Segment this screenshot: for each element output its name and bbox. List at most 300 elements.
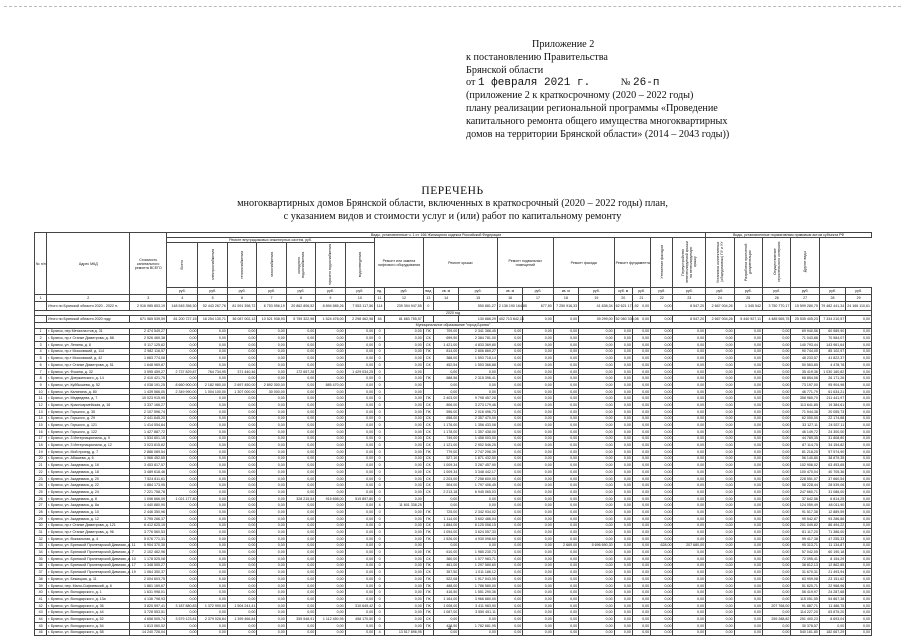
value-cell: 0,00 bbox=[673, 469, 706, 476]
value-cell: 0,00 bbox=[614, 395, 632, 402]
value-cell: 0,00 bbox=[734, 328, 762, 335]
value-cell: 0,00 bbox=[614, 442, 632, 449]
value-cell: 0,00 bbox=[553, 509, 578, 516]
value-cell: 0,00 bbox=[614, 328, 632, 335]
value-cell: 0,00 bbox=[497, 462, 522, 469]
value-cell: 0,00 bbox=[579, 609, 615, 616]
value-cell: 0,00 bbox=[198, 609, 227, 616]
value-cell: 0 bbox=[375, 395, 385, 402]
value-cell: 0,00 bbox=[614, 555, 632, 562]
column-number: 13 bbox=[423, 295, 433, 302]
value-cell: 0,00 bbox=[651, 455, 673, 462]
value-cell: 0,00 bbox=[651, 388, 673, 395]
value-cell: 371 440,46 bbox=[227, 368, 256, 375]
value-cell: 2 016 496,73 bbox=[459, 408, 498, 415]
value-cell: 4 485 565,75 bbox=[763, 316, 791, 323]
value-cell: 11 134,87 bbox=[819, 542, 845, 549]
value-cell: 0,00 bbox=[846, 395, 872, 402]
value-cell: 0,00 bbox=[316, 395, 345, 402]
value-cell: 0,00 bbox=[345, 576, 374, 583]
value-cell: 0,00 bbox=[651, 301, 673, 310]
value-cell bbox=[423, 542, 433, 549]
value-cell: 0,00 bbox=[316, 549, 345, 556]
value-cell: 12 bbox=[35, 402, 47, 409]
value-cell: 0,00 bbox=[166, 355, 197, 362]
value-cell: 113 641,85 bbox=[791, 402, 819, 409]
value-cell: 0,00 bbox=[614, 542, 632, 549]
value-cell: 0,00 bbox=[846, 589, 872, 596]
value-cell: 0,00 bbox=[286, 402, 315, 409]
value-cell: 0,00 bbox=[286, 335, 315, 342]
value-cell: 0,00 bbox=[763, 448, 791, 455]
column-number: 6 bbox=[227, 295, 256, 302]
value-cell: 0,00 bbox=[846, 509, 872, 516]
value-cell: 0,00 bbox=[497, 569, 522, 576]
value-cell: 0,00 bbox=[651, 395, 673, 402]
value-cell: 3 624 057,33 bbox=[459, 529, 498, 536]
value-cell: 0,00 bbox=[632, 455, 650, 462]
value-cell: 0,00 bbox=[734, 495, 762, 502]
value-cell: 0,00 bbox=[579, 428, 615, 435]
value-cell: 0,00 bbox=[651, 475, 673, 482]
value-cell: 0,00 bbox=[257, 368, 286, 375]
value-cell: 0,00 bbox=[345, 509, 374, 516]
value-cell: 0,00 bbox=[553, 469, 578, 476]
value-cell: СК bbox=[423, 469, 433, 476]
column-number: 9 bbox=[316, 295, 345, 302]
value-cell: 0,00 bbox=[673, 589, 706, 596]
value-cell: 0,00 bbox=[497, 616, 522, 623]
value-cell: 1 917 543,05 bbox=[459, 576, 498, 583]
value-cell: 0,00 bbox=[257, 408, 286, 415]
value-cell: 0,00 bbox=[579, 555, 615, 562]
value-cell: 0 bbox=[375, 408, 385, 415]
value-cell: 1 077 983,71 bbox=[459, 555, 498, 562]
value-cell: 360,00 bbox=[433, 555, 458, 562]
value-cell: 0,00 bbox=[198, 442, 227, 449]
value-cell: 0,00 bbox=[385, 335, 424, 342]
value-cell: 0 bbox=[375, 368, 385, 375]
value-cell: ПК bbox=[423, 509, 433, 516]
value-cell: 1 064 350,37 bbox=[130, 569, 167, 576]
table-row bbox=[35, 469, 872, 476]
value-cell: 0,00 bbox=[614, 415, 632, 422]
hot-water-header: горячего водоснабжения bbox=[316, 243, 345, 288]
value-cell: 0,00 bbox=[673, 549, 706, 556]
unit-cell: кв. м bbox=[553, 288, 578, 295]
value-cell: 0,00 bbox=[316, 529, 345, 536]
value-cell: 0,00 bbox=[819, 622, 845, 629]
value-cell: 0,00 bbox=[385, 589, 424, 596]
value-cell: 52 060 336,08 bbox=[615, 317, 639, 322]
value-cell: 0,00 bbox=[385, 408, 424, 415]
value-cell: 0,00 bbox=[632, 362, 650, 369]
value-cell: 0,00 bbox=[523, 616, 553, 623]
value-cell: 2 298 462,98 bbox=[345, 316, 374, 323]
value-cell: 0,00 bbox=[651, 316, 673, 323]
value-cell: 87 114,75 bbox=[791, 442, 819, 449]
value-cell: 0,00 bbox=[673, 435, 706, 442]
value-cell: 0,00 bbox=[433, 616, 458, 623]
value-cell: 0,00 bbox=[345, 582, 374, 589]
unit-cell: руб. bbox=[651, 288, 673, 295]
value-cell: 0,00 bbox=[345, 469, 374, 476]
value-cell: 81 200 727,15 bbox=[166, 316, 197, 323]
value-cell: 0 bbox=[375, 622, 385, 629]
value-cell: 0,00 bbox=[286, 489, 315, 496]
value-cell: ПК bbox=[423, 589, 433, 596]
value-cell: 7 334 210,57 bbox=[819, 316, 845, 323]
value-cell: 915 698,00 bbox=[316, 495, 345, 502]
value-cell: 0,00 bbox=[673, 448, 706, 455]
value-cell: 0,00 bbox=[316, 328, 345, 335]
value-cell: 0,00 bbox=[316, 475, 345, 482]
value-cell: 0,00 bbox=[385, 395, 424, 402]
value-cell: ПК bbox=[423, 448, 433, 455]
value-cell: 0,00 bbox=[385, 455, 424, 462]
value-cell: 0 bbox=[375, 455, 385, 462]
value-cell: 0 bbox=[375, 402, 385, 409]
value-cell: 0,00 bbox=[316, 448, 345, 455]
address-cell: г. Брянск, ул. Брянской Пролетарской Дивизии, д. 17 bbox=[48, 563, 136, 568]
value-cell: 1 631 998,01 bbox=[130, 589, 167, 596]
value-cell: 0,00 bbox=[763, 576, 791, 583]
value-cell: 0,00 bbox=[257, 362, 286, 369]
value-cell: 0,00 bbox=[651, 529, 673, 536]
value-cell: 0,00 bbox=[497, 328, 522, 335]
value-cell: 0,00 bbox=[257, 549, 286, 556]
unit-cell: кв. м bbox=[497, 288, 522, 295]
value-cell bbox=[433, 316, 458, 323]
table-row bbox=[35, 388, 872, 395]
value-cell: 0,00 bbox=[257, 515, 286, 522]
value-cell: 8 547,20 bbox=[673, 316, 706, 323]
meters-header: Установка коллективных (общедомовых) ПУ и УУ bbox=[706, 238, 734, 288]
value-cell: 0,00 bbox=[706, 408, 734, 415]
value-cell: 527,10 bbox=[433, 455, 458, 462]
value-cell: 0,00 bbox=[734, 596, 762, 603]
value-cell: 0,00 bbox=[166, 375, 197, 382]
value-cell: 0,00 bbox=[523, 515, 553, 522]
value-cell: 0,00 bbox=[706, 502, 734, 509]
value-cell: 0,00 bbox=[198, 362, 227, 369]
value-cell: 0,00 bbox=[614, 515, 632, 522]
value-cell: 39 299,00 bbox=[579, 316, 615, 323]
value-cell: 0,00 bbox=[198, 555, 227, 562]
value-cell: СК bbox=[423, 482, 433, 489]
value-cell: 0,00 bbox=[459, 495, 498, 502]
value-cell: 0,00 bbox=[257, 602, 286, 609]
value-cell: 0,00 bbox=[614, 375, 632, 382]
value-cell: 40 bbox=[35, 589, 47, 596]
value-cell: 0,00 bbox=[523, 395, 553, 402]
value-cell: 0,00 bbox=[497, 555, 522, 562]
appendix-header bbox=[466, 39, 896, 141]
value-cell: 0,00 bbox=[433, 382, 458, 389]
table-row bbox=[35, 616, 872, 623]
value-cell: 0,00 bbox=[523, 482, 553, 489]
value-cell: 0,00 bbox=[198, 622, 227, 629]
value-cell: 0,00 bbox=[166, 448, 197, 455]
value-cell: 10 521 938,93 bbox=[257, 316, 286, 323]
value-cell: 0,00 bbox=[257, 489, 286, 496]
value-cell: 0,00 bbox=[579, 375, 615, 382]
value-cell: 0,00 bbox=[385, 576, 424, 583]
value-cell: 37 642,56 bbox=[791, 495, 819, 502]
value-cell: 0,00 bbox=[385, 341, 424, 348]
value-cell: 0,00 bbox=[579, 415, 615, 422]
value-cell: 0,00 bbox=[459, 368, 498, 375]
value-cell: 0,00 bbox=[706, 509, 734, 516]
value-cell: 0,00 bbox=[632, 535, 650, 542]
value-cell: 0,00 bbox=[706, 382, 734, 389]
value-cell: 0,00 bbox=[706, 549, 734, 556]
value-cell: 0,00 bbox=[345, 395, 374, 402]
value-cell: 0,00 bbox=[673, 475, 706, 482]
value-cell: 2 667 004,26 bbox=[706, 316, 734, 323]
unit-cell: ед. bbox=[375, 288, 385, 295]
value-cell: 4 658 505,74 bbox=[130, 616, 167, 623]
value-cell: ПК bbox=[423, 375, 433, 382]
value-cell: 0,00 bbox=[227, 582, 256, 589]
value-cell: 0,00 bbox=[673, 502, 706, 509]
value-cell: 0,00 bbox=[316, 348, 345, 355]
table-row bbox=[35, 448, 872, 455]
value-cell: 0,00 bbox=[385, 469, 424, 476]
value-cell: 47 255,33 bbox=[819, 535, 845, 542]
value-cell: 1 648 969,87 bbox=[130, 362, 167, 369]
value-cell: 0,00 bbox=[553, 368, 578, 375]
value-cell: 0,00 bbox=[553, 442, 578, 449]
value-cell: 0,00 bbox=[166, 428, 197, 435]
value-cell: 0,00 bbox=[316, 435, 345, 442]
value-cell: 0,00 bbox=[385, 609, 424, 616]
value-cell: 0,00 bbox=[673, 395, 706, 402]
value-cell: 0,00 bbox=[632, 555, 650, 562]
value-cell: 0,00 bbox=[286, 462, 315, 469]
value-cell: 0,00 bbox=[673, 582, 706, 589]
value-cell: 3 273 179,46 bbox=[459, 402, 498, 409]
value-cell: 0,00 bbox=[385, 489, 424, 496]
value-cell: 0,00 bbox=[257, 502, 286, 509]
table-row bbox=[35, 341, 872, 348]
value-cell: 0,00 bbox=[257, 529, 286, 536]
value-cell: 0,00 bbox=[763, 629, 791, 636]
value-cell: 41 bbox=[35, 596, 47, 603]
value-cell: 0,00 bbox=[846, 415, 872, 422]
value-cell: 0,00 bbox=[846, 448, 872, 455]
value-cell: 0,00 bbox=[345, 348, 374, 355]
value-cell: 0,00 bbox=[706, 388, 734, 395]
value-cell: 0,00 bbox=[286, 596, 315, 603]
value-cell: СК bbox=[423, 616, 433, 623]
value-cell: 0,00 bbox=[632, 475, 650, 482]
value-cell: 5 904 370,30 bbox=[130, 542, 167, 549]
value-cell: 0,00 bbox=[385, 509, 424, 516]
value-cell: 0 bbox=[375, 616, 385, 623]
value-cell: 0,00 bbox=[433, 629, 458, 636]
value-cell: 0,00 bbox=[734, 388, 762, 395]
value-cell: 0,00 bbox=[385, 348, 424, 355]
value-cell: 0,00 bbox=[632, 549, 650, 556]
value-cell: 0,00 bbox=[257, 422, 286, 429]
unit-cell: руб. bbox=[632, 288, 650, 295]
value-cell: 0,00 bbox=[227, 535, 256, 542]
value-cell: 99 417,38 bbox=[791, 535, 819, 542]
value-cell: 0,00 bbox=[553, 435, 578, 442]
value-cell: ПК bbox=[423, 596, 433, 603]
value-cell: 2 892 300,00 bbox=[257, 382, 286, 389]
value-cell: 0,00 bbox=[523, 348, 553, 355]
table-row bbox=[35, 609, 872, 616]
value-cell: 0,00 bbox=[651, 549, 673, 556]
value-cell: 0,00 bbox=[497, 341, 522, 348]
value-cell: 0,00 bbox=[553, 602, 578, 609]
value-cell: 0,00 bbox=[553, 316, 578, 323]
value-cell: 0,00 bbox=[632, 542, 650, 549]
value-cell: 0,00 bbox=[286, 609, 315, 616]
table-row bbox=[35, 582, 872, 589]
value-cell: 0,00 bbox=[673, 455, 706, 462]
value-cell: 0,00 bbox=[166, 549, 197, 556]
table-row bbox=[35, 602, 872, 609]
electric-header: электроснабжения bbox=[198, 243, 227, 288]
value-cell: 41 638,34 bbox=[579, 301, 615, 310]
value-cell: 15 bbox=[35, 422, 47, 429]
value-cell: 0,00 bbox=[316, 602, 345, 609]
register-table bbox=[34, 232, 872, 636]
table-row bbox=[35, 515, 872, 522]
value-cell: 0,00 bbox=[523, 422, 553, 429]
value-cell: 0,00 bbox=[316, 589, 345, 596]
value-cell: 0,00 bbox=[497, 375, 522, 382]
value-cell: 2 213,18 bbox=[433, 489, 458, 496]
value-cell: 0,00 bbox=[286, 522, 315, 529]
value-cell: 0,00 bbox=[523, 589, 553, 596]
value-cell: 0,00 bbox=[257, 482, 286, 489]
value-cell: 0,00 bbox=[497, 362, 522, 369]
address-cell: г. Брянск, ул. Володарского, д. 13а bbox=[47, 596, 130, 603]
value-cell: 115 051,55 bbox=[791, 596, 819, 603]
value-cell: 0,00 bbox=[553, 455, 578, 462]
value-cell: ПК bbox=[423, 395, 433, 402]
value-cell: 24 287,68 bbox=[819, 589, 845, 596]
value-cell: 0,00 bbox=[497, 415, 522, 422]
column-number: 20 bbox=[614, 295, 632, 302]
value-cell: 0,00 bbox=[227, 469, 256, 476]
value-cell: 3 820 997,41 bbox=[130, 602, 167, 609]
value-cell: 0,00 bbox=[632, 348, 650, 355]
value-cell: 0 bbox=[375, 388, 385, 395]
value-cell: 0,00 bbox=[523, 555, 553, 562]
value-cell: 0,00 bbox=[553, 482, 578, 489]
value-cell: 0,00 bbox=[632, 335, 650, 342]
roof-header: Ремонт крыши bbox=[423, 238, 497, 288]
value-cell: 0,00 bbox=[497, 549, 522, 556]
col-address-header: Адрес МКД bbox=[47, 233, 130, 295]
value-cell: 0,00 bbox=[651, 622, 673, 629]
value-cell: 0,00 bbox=[706, 402, 734, 409]
value-cell: 0,00 bbox=[286, 515, 315, 522]
value-cell: 0,00 bbox=[734, 395, 762, 402]
value-cell: 0,00 bbox=[286, 582, 315, 589]
value-cell: 0,00 bbox=[198, 489, 227, 496]
value-cell: 91 887,71 bbox=[791, 602, 819, 609]
value-cell: 0,00 bbox=[497, 609, 522, 616]
value-cell: 0,00 bbox=[632, 368, 650, 375]
value-cell: 0,00 bbox=[673, 576, 706, 583]
value-cell: 0,00 bbox=[385, 388, 424, 395]
value-cell: 0,00 bbox=[706, 328, 734, 335]
value-cell: 0,00 bbox=[734, 542, 762, 549]
value-cell: 0,00 bbox=[673, 529, 706, 536]
value-cell: 0,00 bbox=[166, 402, 197, 409]
value-cell: 0,00 bbox=[763, 355, 791, 362]
value-cell: 7 bbox=[35, 368, 47, 375]
table-row bbox=[35, 335, 872, 342]
value-cell: 69 940,56 bbox=[791, 328, 819, 335]
value-cell: 39 bbox=[35, 582, 47, 589]
value-cell: 4 038 191,25 bbox=[130, 382, 167, 389]
value-cell: 0,00 bbox=[632, 596, 650, 603]
value-cell: 0,00 bbox=[227, 375, 256, 382]
value-cell: 0,00 bbox=[257, 495, 286, 502]
value-cell: 0,00 bbox=[614, 596, 632, 603]
value-cell: 0,00 bbox=[579, 489, 615, 496]
value-cell: 182 667,29 bbox=[819, 629, 845, 636]
value-cell: 0,00 bbox=[553, 428, 578, 435]
value-cell: 0,00 bbox=[166, 348, 197, 355]
value-cell: 0,00 bbox=[846, 382, 872, 389]
value-cell: 0,00 bbox=[166, 596, 197, 603]
other-works-header: Другие виды bbox=[791, 238, 819, 288]
value-cell: 3 287 457,90 bbox=[459, 462, 498, 469]
value-cell: 5 759 322,96 bbox=[286, 316, 315, 323]
address-cell: г. Брянск, ул. Академика, д. 10 bbox=[47, 509, 130, 516]
value-cell: 0,00 bbox=[385, 402, 424, 409]
value-cell: ПК bbox=[423, 535, 433, 542]
value-cell: 0,00 bbox=[763, 542, 791, 549]
value-cell: 0,00 bbox=[345, 622, 374, 629]
value-cell: 0,00 bbox=[579, 549, 615, 556]
value-cell: 1 553 366,88 bbox=[459, 362, 498, 369]
value-cell: 0,00 bbox=[651, 368, 673, 375]
address-cell: г. Брянск, ул. Дзержинского, д. 14 bbox=[47, 375, 130, 382]
address-cell: г. Брянск, ул. Академика, д. 8 bbox=[47, 495, 130, 502]
value-cell: 0,00 bbox=[286, 549, 315, 556]
value-cell: 0,00 bbox=[763, 462, 791, 469]
page-number: 4 bbox=[448, 626, 451, 632]
value-cell: 0,00 bbox=[523, 442, 553, 449]
value-cell: 0,00 bbox=[706, 616, 734, 623]
value-cell: 0,00 bbox=[286, 555, 315, 562]
value-cell: 34 bbox=[35, 549, 47, 556]
value-cell: 0,00 bbox=[385, 442, 424, 449]
value-cell: 0,00 bbox=[286, 422, 315, 429]
table-row bbox=[35, 576, 872, 583]
value-cell: 0,00 bbox=[316, 622, 345, 629]
table-row bbox=[35, 428, 872, 435]
value-cell: 0,00 bbox=[632, 482, 650, 489]
value-cell: 0,00 bbox=[316, 629, 345, 636]
value-cell: 0,00 bbox=[316, 428, 345, 435]
value-cell: 3 187 880,83 bbox=[166, 602, 197, 609]
value-cell: 0,00 bbox=[846, 622, 872, 629]
value-cell: 7 258 600,00 bbox=[459, 475, 498, 482]
value-cell: 0,00 bbox=[763, 341, 791, 348]
value-cell: 51 620,71 bbox=[791, 582, 819, 589]
value-cell: 0,00 bbox=[166, 328, 197, 335]
